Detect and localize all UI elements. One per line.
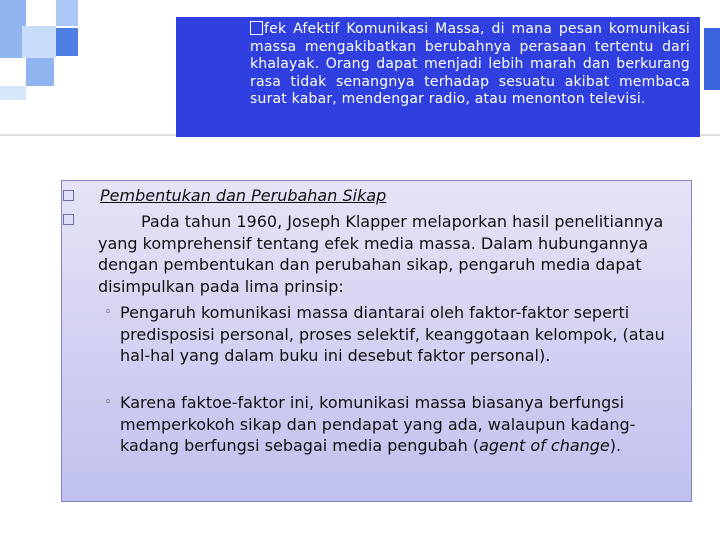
- sub-bullet-2: [104, 392, 674, 457]
- decor-square: [56, 0, 78, 26]
- content-box: [61, 180, 692, 502]
- decor-square: [22, 26, 56, 58]
- main-paragraph-text: Pada tahun 1960, Joseph Klapper melaporkan hasil penelitiannya yang komprehensif tentang efek media massa. Dalam hubungannya dengan pembentukan dan perubahan sikap, pengaruh media dapat disimpulkan pada lima prinsip:: [98, 212, 664, 296]
- checkbox-bullet-icon: [63, 214, 74, 225]
- bullet-marker-icon: ◦: [104, 305, 112, 320]
- italic-term: agent of change: [479, 436, 610, 455]
- top-text: fek Afektif Komunikasi Massa, di mana pesan komunikasi massa mengakibatkan berubahnya perasaan tertentu dari khalayak. Orang dapat menjadi lebih marah dan berkurang rasa tidak senangnya terhadap sesuatu akibat membaca surat kabar, mendengar radio, atau menonton televisi.: [250, 21, 690, 108]
- sub-bullet-text: [120, 392, 674, 457]
- sub-bullet-text-end: ).: [609, 436, 622, 455]
- section-heading: Pembentukan dan Perubahan Sikap: [100, 186, 387, 205]
- sub-bullet-text: Pengaruh komunikasi massa diantarai oleh faktor-faktor seperti predisposisi personal, proses selektif, keanggotaan kelompok, (atau hal-hal yang dalam buku ini desebut faktor personal).: [120, 303, 665, 365]
- decor-square: [0, 86, 26, 100]
- missing-glyph-icon: [250, 21, 263, 35]
- decor-bar: [704, 28, 720, 90]
- main-paragraph: [98, 211, 678, 297]
- bullet-marker-icon: ◦: [104, 395, 112, 410]
- top-text-box: [176, 17, 700, 137]
- checkbox-bullet-icon: [63, 190, 74, 201]
- decor-square: [26, 58, 54, 86]
- sub-bullet-text-part: Karena faktoe-faktor ini, komunikasi massa biasanya berfungsi memperkokoh sikap dan pendapat yang ada, walaupun kadang-kadang berfungsi sebagai media pengubah (: [120, 393, 636, 455]
- sub-bullet-1: [104, 302, 674, 367]
- decor-square: [56, 28, 78, 56]
